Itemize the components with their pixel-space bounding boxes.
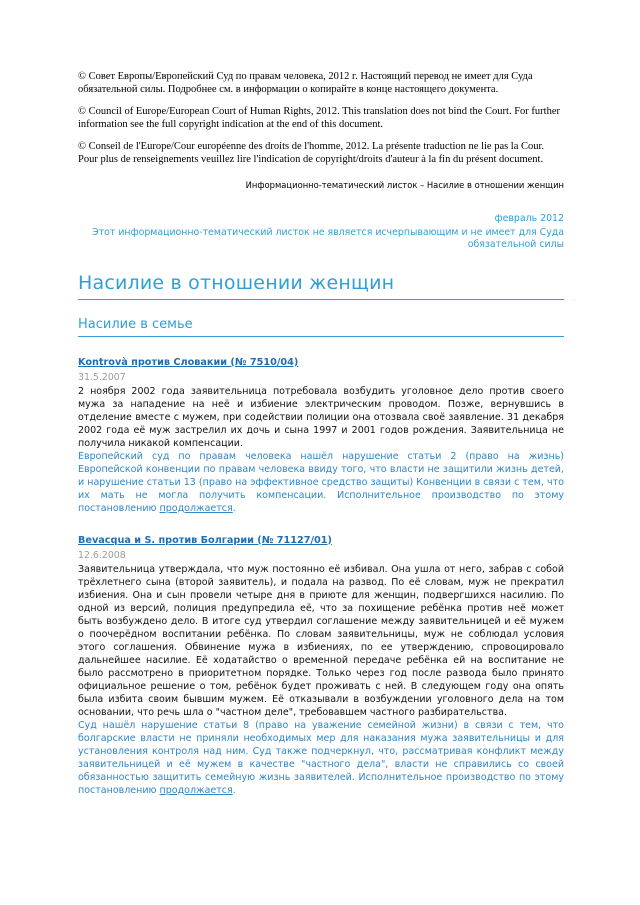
case-facts: Заявительница утверждала, что муж постоянно её избивал. Она ушла от него, забрав с собой трёхлетнего сына (второй заявитель), и подала на развод. По её словам, муж не прекратил избиения. Она и сын провели четыре дня в приюте для женщин, подвергшихся насилию. По одной из версий, полиция предупредила её, что за похищение ребёнка против неё может быть возбуждено дело. В итоге суд утвердил соглашение между заявительницей и её мужем о поочерёдном воспитании ребёнка. По словам заявительницы, муж не соблюдал условия этого соглашения. Обвинение мужа в избиениях, по ее утверждению, спровоцировало дальнейшее насилие. Её ходатайство о временной передаче ребёнка ей на воспитание не было рассмотрено в приоритетном порядке. Только через год после развода было принято официальное решение о том, ребёнок будет проживать с ней. В следующем году она опять была избита своим бывшим мужем. Её отказывали в возбуждении уголовного дела на том основании, что речь шла о "частном деле", требовавшем частного разбирательства. (78, 563, 564, 718)
copyright-notice-en: © Council of Europe/European Court of Human Rights, 2012. This translation does not bind the Court. For further information see the full copyright indication at the end of this document. (78, 106, 560, 131)
case-finding (78, 450, 564, 515)
copyright-notice-ru: © Совет Европы/Европейский Суд по правам человека, 2012 г. Настоящий перевод не имеет для Суда обязательной силы. Подробнее см. в информации о копирайте в конце настоящего документа. (78, 71, 533, 96)
case-date: 31.5.2007 (78, 371, 126, 383)
case-title-link-kontrova[interactable]: Kontrovà против Словакии (№ 7510/04) (78, 356, 299, 368)
section-title-domestic-violence: Насилие в семье (78, 317, 564, 337)
copyright-notice-fr: © Conseil de l'Europe/Cour européenne des droits de l'homme, 2012. La présente traduction ne lie pas la Cour. Pour plus de renseignements veuillez lire l'indication de copyright/droits d'auteur à la fin du présent document. (78, 141, 545, 166)
case-date: 12.6.2008 (78, 549, 126, 561)
page-title: Насилие в отношении женщин (78, 272, 564, 300)
case-title-link-bevacqua[interactable]: Bevacqua и S. против Болгарии (№ 71127/01) (78, 534, 332, 546)
case-finding (78, 719, 564, 797)
enforcement-pending-link[interactable]: продолжается (159, 784, 233, 796)
case-finding-tail: . (232, 502, 236, 514)
masthead-blue-block (78, 213, 564, 252)
case-finding-tail: . (232, 784, 236, 796)
enforcement-pending-link[interactable]: продолжается (159, 502, 233, 514)
factsheet-date: февраль 2012 (494, 213, 564, 225)
factsheet-header-note: Информационно-тематический листок – Насилие в отношении женщин (245, 180, 564, 191)
case-section-bevacqua (78, 528, 564, 797)
case-finding-text: Европейский суд по правам человека нашёл нарушение статьи 2 (право на жизнь) Европейской конвенции по правам человека ввиду того, что власти не защитили жизнь детей, и нарушение статьи 13 (право на эффективное средство защиты) Конвенции в связи с тем, что их мать не могла получить компенсации. Исполнительное производство по этому постановлению (78, 450, 564, 514)
case-section-kontrova (78, 350, 564, 515)
case-finding-text: Суд нашёл нарушение статьи 8 (право на уважение семейной жизни) в связи с тем, что болгарские власти не приняли необходимых мер для наказания мужа заявительницы и для установления контроля над ним. Суд также подчеркнул, что, рассматривая конфликт между заявительницей и её мужем в качестве "частного дела", власти не справились со своей обязанностью защитить семейную жизнь заявителей. Исполнительное производство по этому постановлению (78, 719, 564, 796)
case-facts: 2 ноября 2002 года заявительница потребовала возбудить уголовное дело против своего мужа за нападение на неё и избиение электрическим проводом. Позже, вернувшись в отделение вместе с мужем, при содействии полиции она отозвала своё заявление. 31 декабря 2002 года её муж застрелил их дочь и сына 1997 и 2001 годов рождения. Заявительница не получила никакой компенсации. (78, 385, 564, 449)
factsheet-disclaimer: Этот информационно-тематический листок не является исчерпывающим и не имеет для Суда обязательной силы (92, 226, 564, 251)
